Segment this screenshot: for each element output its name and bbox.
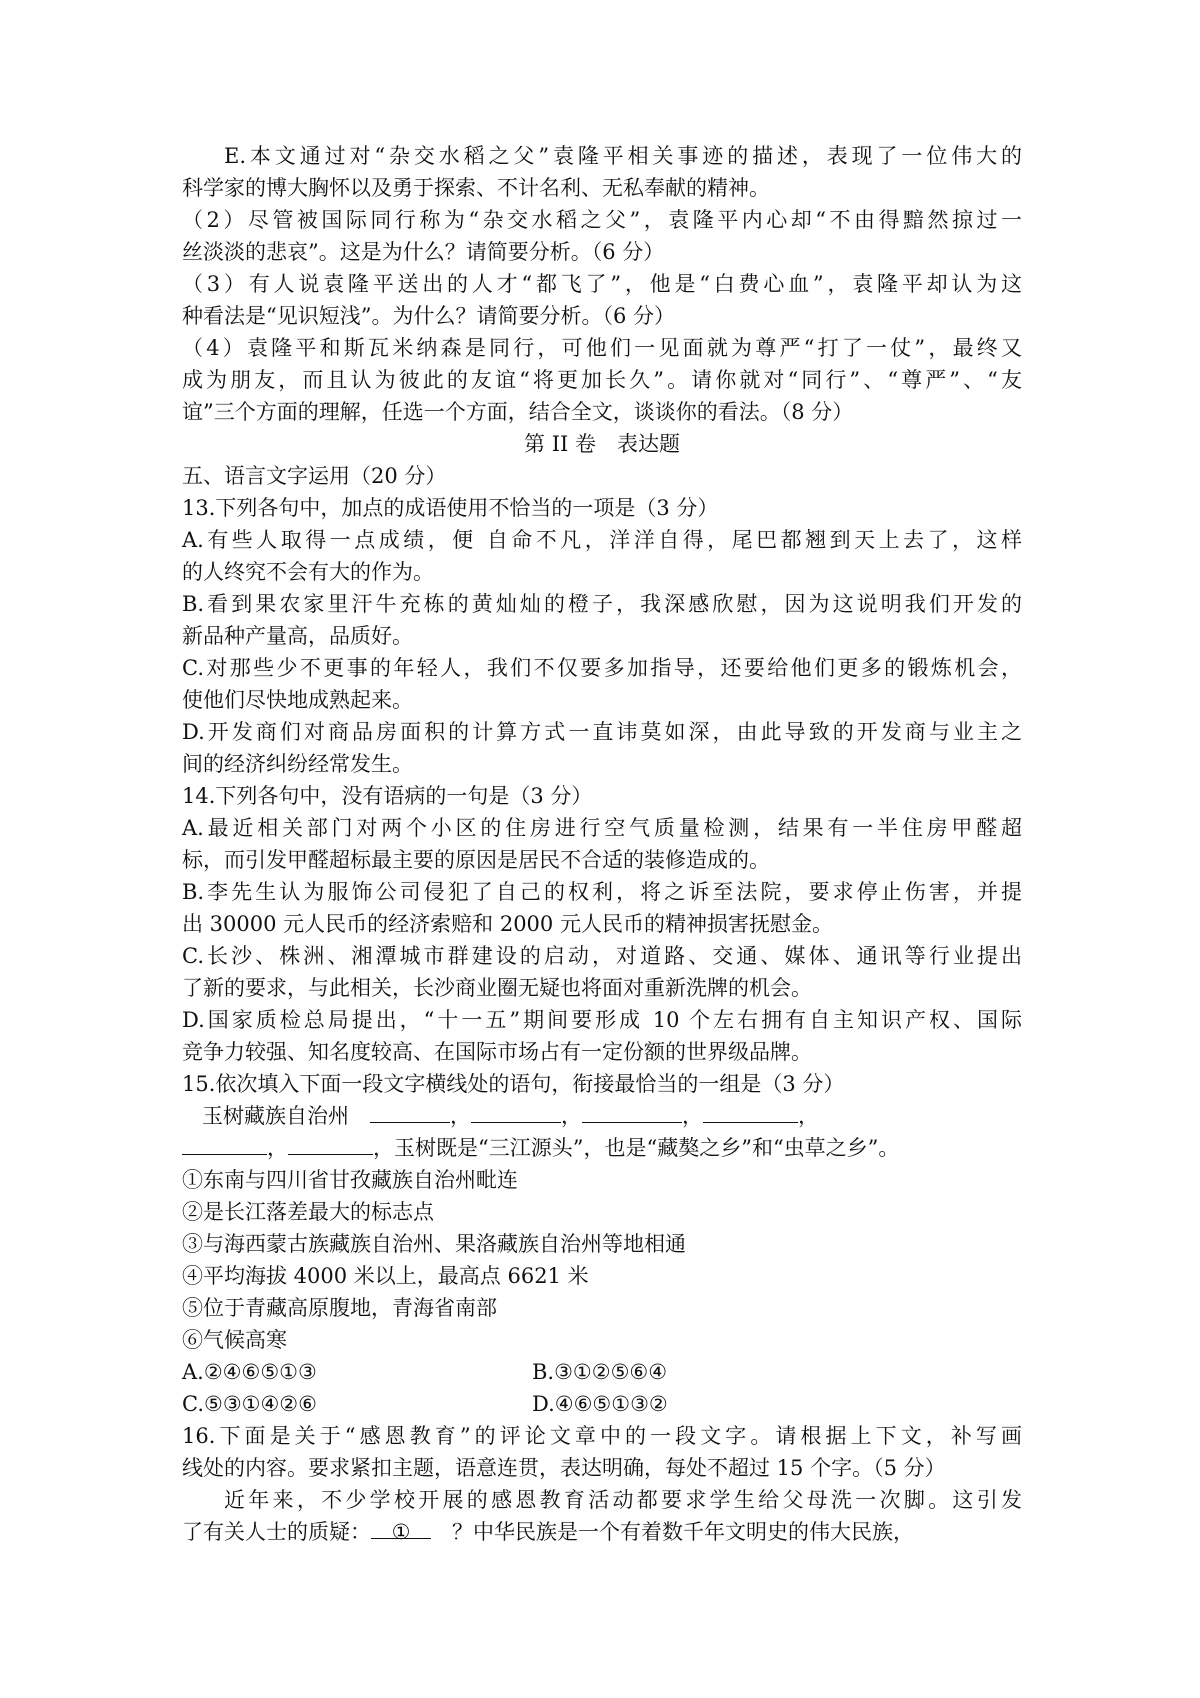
sentence-item: ⑤位于青藏高原腹地，青海省南部 xyxy=(182,1296,497,1320)
option-a: A.有些人取得一点成绩，便 自命不凡，洋洋自得，尾巴都翘到天上去了，这样 xyxy=(182,528,1022,552)
text-prefix: 了有关人士的质疑： xyxy=(182,1520,371,1544)
option-d: D.④⑥⑤①③② xyxy=(532,1392,668,1416)
text-prefix: 玉树藏族自治州 xyxy=(202,1104,349,1128)
text-line: 丝淡淡的悲哀”。这是为什么？请简要分析。（6 分） xyxy=(182,240,665,264)
text-line: 间的经济纠纷经常发生。 xyxy=(182,752,413,776)
option-b: B.李先生认为服饰公司侵犯了自己的权利，将之诉至法院，要求停止伤害，并提 xyxy=(182,880,1022,904)
blank-2[interactable] xyxy=(471,1100,561,1123)
option-a: A.最近相关部门对两个小区的住房进行空气质量检测，结果有一半住房甲醛超 xyxy=(182,816,1022,840)
option-d: D.国家质检总局提出，“十一五”期间要形成 10 个左右拥有自主知识产权、国际 xyxy=(182,1008,1022,1032)
question-16: 16.下面是关于“感恩教育”的评论文章中的一段文字。请根据上下文，补写画 xyxy=(182,1424,1022,1448)
option-d: D.开发商们对商品房面积的计算方式一直讳莫如深，由此导致的开发商与业主之 xyxy=(182,720,1022,744)
option-b: B.看到果农家里汗牛充栋的黄灿灿的橙子，我深感欣慰，因为这说明我们开发的 xyxy=(182,592,1022,616)
text-line: E.本文通过对“杂交水稻之父”袁隆平相关事迹的描述，表现了一位伟大的 xyxy=(224,144,1022,168)
text-line: 使他们尽快地成熟起来。 xyxy=(182,688,413,712)
document-page xyxy=(182,140,1022,1548)
sentence-item: ⑥气候高寒 xyxy=(182,1328,287,1352)
text-line: 线处的内容。要求紧扣主题，语意连贯，表达明确，每处不超过 15 个字。（5 分） xyxy=(182,1456,946,1480)
text-line: 成为朋友，而且认为彼此的友谊“将更加长久”。请你就对“同行”、“尊严”、“友 xyxy=(182,368,1022,392)
question-14: 14.下列各句中，没有语病的一句是（3 分） xyxy=(182,784,593,808)
question-3: （3）有人说袁隆平送出的人才“都飞了”，他是“白费心血”，袁隆平却认为这 xyxy=(182,272,1022,296)
fill-blank-line: ， ，玉树既是“三江源头”，也是“藏獒之乡”和“虫草之乡”。 xyxy=(182,1132,1022,1164)
fill-blank-line: 玉树藏族自治州 ， ， ， ， xyxy=(182,1100,1022,1132)
sentence-item: ④平均海拔 4000 米以上，最高点 6621 米 xyxy=(182,1264,589,1288)
question-13: 13.下列各句中，加点的成语使用不恰当的一项是（3 分） xyxy=(182,496,719,520)
text-suffix: ？中华民族是一个有着数千年文明史的伟大民族， xyxy=(452,1520,914,1544)
options-row xyxy=(182,1388,1022,1420)
text-line: 竞争力较强、知名度较高、在国际市场占有一定份额的世界级品牌。 xyxy=(182,1040,812,1064)
option-c: C.长沙、株洲、湘潭城市群建设的启动，对道路、交通、媒体、通讯等行业提出 xyxy=(182,944,1022,968)
options-row xyxy=(182,1356,1022,1388)
option-a: A.②④⑥⑤①③ xyxy=(182,1360,317,1384)
blank-3[interactable] xyxy=(582,1100,682,1123)
sentence-item: ③与海西蒙古族藏族自治州、果洛藏族自治州等地相通 xyxy=(182,1232,686,1256)
text-line: 种看法是“见识短浅”。为什么？请简要分析。（6 分） xyxy=(182,304,676,328)
blank-1[interactable]: ① xyxy=(371,1516,431,1539)
text-line: 科学家的博大胸怀以及勇于探索、不计名利、无私奉献的精神。 xyxy=(182,176,770,200)
option-b: B.③①②⑤⑥④ xyxy=(532,1360,668,1384)
sentence-item: ①东南与四川省甘孜藏族自治州毗连 xyxy=(182,1168,518,1192)
question-15: 15.依次填入下面一段文字横线处的语句，衔接最恰当的一组是（3 分） xyxy=(182,1072,845,1096)
text-line: 标，而引发甲醛超标最主要的原因是居民不合适的装修造成的。 xyxy=(182,848,770,872)
text-line: 谊”三个方面的理解，任选一个方面，结合全文，谈谈你的看法。（8 分） xyxy=(182,400,854,424)
text-line: 的人终究不会有大的作为。 xyxy=(182,560,434,584)
option-c: C.对那些少不更事的年轻人，我们不仅要多加指导，还要给他们更多的锻炼机会， xyxy=(182,656,1022,680)
text-line: 新品种产量高，品质好。 xyxy=(182,624,413,648)
question-2: （2）尽管被国际同行称为“杂交水稻之父”，袁隆平内心却“不由得黯然掠过一 xyxy=(182,208,1022,232)
sentence-item: ②是长江落差最大的标志点 xyxy=(182,1200,434,1224)
text-suffix: ，玉树既是“三江源头”，也是“藏獒之乡”和“虫草之乡”。 xyxy=(373,1136,900,1160)
option-c: C.⑤③①④②⑥ xyxy=(182,1392,317,1416)
text-line: 了新的要求，与此相关，长沙商业圈无疑也将面对重新洗牌的机会。 xyxy=(182,976,812,1000)
section-title: 五、语言文字运用（20 分） xyxy=(182,464,447,488)
blank-4[interactable] xyxy=(703,1100,798,1123)
text-line xyxy=(182,1516,1022,1548)
blank-5[interactable] xyxy=(182,1132,267,1155)
text-line: 近年来，不少学校开展的感恩教育活动都要求学生给父母洗一次脚。这引发 xyxy=(224,1488,1022,1512)
blank-1[interactable] xyxy=(370,1100,450,1123)
text-line: 出 30000 元人民币的经济索赔和 2000 元人民币的精神损害抚慰金。 xyxy=(182,912,833,936)
question-4: （4）袁隆平和斯瓦米纳森是同行，可他们一见面就为尊严“打了一仗”，最终又 xyxy=(182,336,1022,360)
blank-6[interactable] xyxy=(288,1132,373,1155)
section-heading: 第 II 卷 表达题 xyxy=(524,432,680,456)
